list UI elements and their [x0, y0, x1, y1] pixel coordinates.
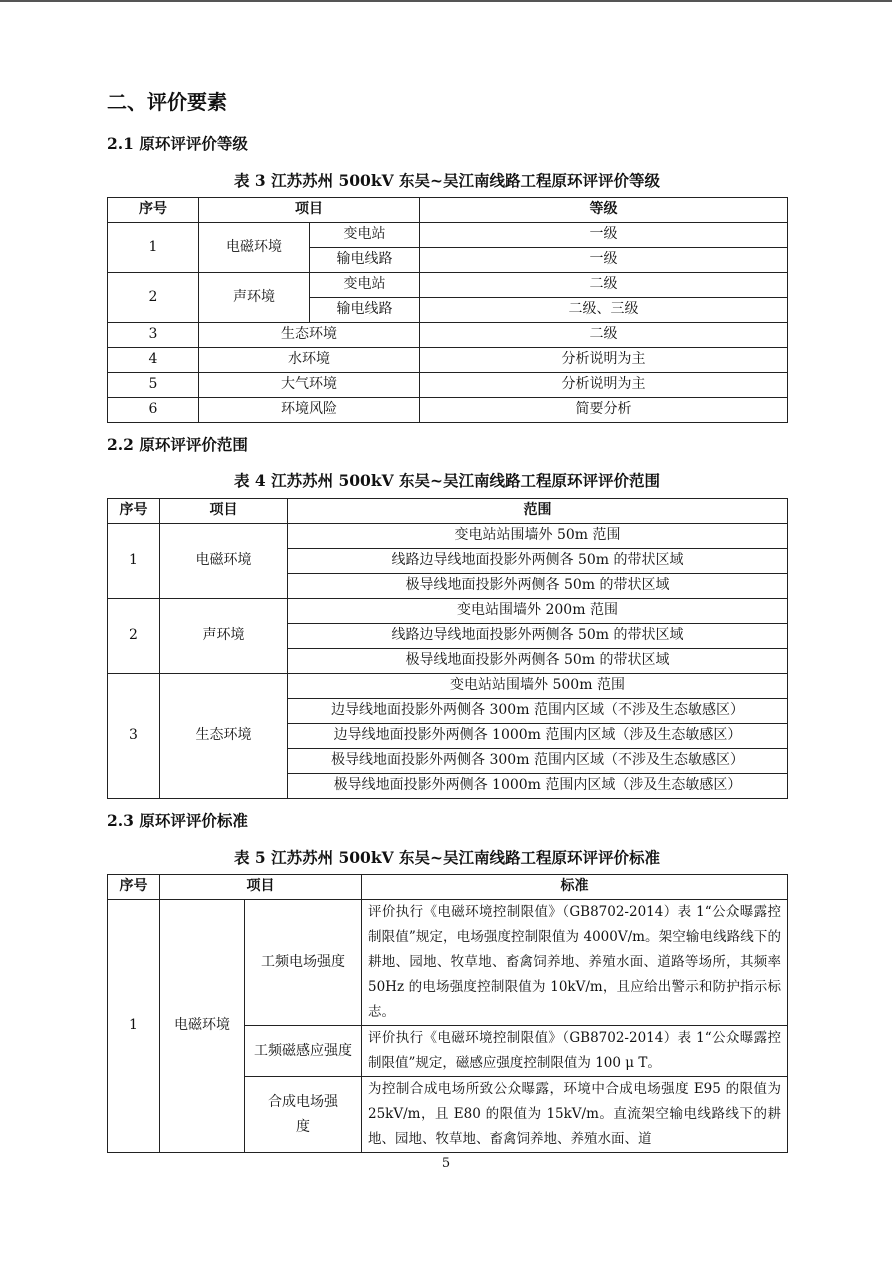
cell-grade: 一级	[420, 223, 788, 248]
table-header-row	[108, 198, 788, 223]
header-cell: 项目	[160, 499, 288, 524]
header-cell: 项目	[160, 875, 362, 900]
cell-range: 边导线地面投影外两侧各 1000m 范围内区域（涉及生态敏感区）	[288, 724, 788, 749]
cell-range: 极导线地面投影外两侧各 50m 的带状区域	[288, 574, 788, 599]
cell-grade: 简要分析	[420, 398, 788, 423]
table-5-caption: 表 5 江苏苏州 500kV 东吴~吴江南线路工程原环评评价标准	[234, 848, 660, 867]
cell-sub: 变电站	[310, 273, 420, 298]
cell-grade: 分析说明为主	[420, 373, 788, 398]
cell-sub: 工频电场强度	[245, 900, 362, 1026]
header-cell: 项目	[199, 198, 420, 223]
cell-range: 线路边导线地面投影外两侧各 50m 的带状区域	[288, 549, 788, 574]
cell-item: 电磁环境	[199, 223, 310, 273]
cell-item: 电磁环境	[160, 524, 288, 599]
table-4-caption: 表 4 江苏苏州 500kV 东吴~吴江南线路工程原环评评价范围	[234, 471, 660, 490]
page-top-rule	[0, 0, 892, 2]
cell-sub: 工频磁感应强度	[245, 1026, 362, 1077]
cell-sub: 变电站	[310, 223, 420, 248]
cell-no: 2	[108, 599, 160, 674]
cell-item: 声环境	[199, 273, 310, 323]
table-row	[108, 900, 788, 1026]
cell-range: 线路边导线地面投影外两侧各 50m 的带状区域	[288, 624, 788, 649]
cell-range: 极导线地面投影外两侧各 300m 范围内区域（不涉及生态敏感区）	[288, 749, 788, 774]
table-row	[108, 323, 788, 348]
cell-grade: 分析说明为主	[420, 348, 788, 373]
header-cell: 序号	[108, 499, 160, 524]
table-row	[108, 348, 788, 373]
table-4	[107, 498, 788, 799]
cell-grade: 二级、三级	[420, 298, 788, 323]
cell-item: 环境风险	[199, 398, 420, 423]
header-cell: 标准	[362, 875, 788, 900]
cell-range: 极导线地面投影外两侧各 1000m 范围内区域（涉及生态敏感区）	[288, 774, 788, 799]
cell-range: 变电站站围墙外 50m 范围	[288, 524, 788, 549]
table-3-caption: 表 3 江苏苏州 500kV 东吴~吴江南线路工程原环评评价等级	[234, 171, 660, 190]
table-header-row	[108, 499, 788, 524]
table-row	[108, 398, 788, 423]
table-row	[108, 524, 788, 549]
cell-no: 6	[108, 398, 199, 423]
cell-grade: 一级	[420, 248, 788, 273]
heading-2-3: 2.3 原环评评价标准	[107, 811, 248, 830]
cell-no: 5	[108, 373, 199, 398]
heading-2-2: 2.2 原环评评价范围	[107, 435, 248, 454]
cell-sub: 输电线路	[310, 248, 420, 273]
cell-range: 极导线地面投影外两侧各 50m 的带状区域	[288, 649, 788, 674]
cell-grade: 二级	[420, 273, 788, 298]
cell-standard: 评价执行《电磁环境控制限值》（GB8702-2014）表 1“公众曝露控制限值”规定，磁感应强度控制限值为 100 μ T。	[362, 1026, 788, 1077]
cell-no: 1	[108, 900, 160, 1153]
cell-item: 大气环境	[199, 373, 420, 398]
cell-item: 水环境	[199, 348, 420, 373]
cell-no: 3	[108, 323, 199, 348]
table-5	[107, 874, 788, 1153]
cell-grade: 二级	[420, 323, 788, 348]
cell-sub: 合成电场强度	[245, 1077, 362, 1153]
heading-2-1: 2.1 原环评评价等级	[107, 134, 248, 153]
cell-range: 变电站站围墙外 500m 范围	[288, 674, 788, 699]
cell-no: 3	[108, 674, 160, 799]
header-cell: 序号	[108, 198, 199, 223]
table-row	[108, 674, 788, 699]
cell-sub: 输电线路	[310, 298, 420, 323]
table-row	[108, 273, 788, 298]
cell-range: 变电站围墙外 200m 范围	[288, 599, 788, 624]
table-header-row	[108, 875, 788, 900]
header-cell: 等级	[420, 198, 788, 223]
section-title: 二、评价要素	[107, 90, 227, 114]
cell-item: 声环境	[160, 599, 288, 674]
table-row	[108, 599, 788, 624]
table-3	[107, 197, 788, 423]
cell-item: 电磁环境	[160, 900, 245, 1153]
cell-no: 4	[108, 348, 199, 373]
cell-item: 生态环境	[160, 674, 288, 799]
cell-range: 边导线地面投影外两侧各 300m 范围内区域（不涉及生态敏感区）	[288, 699, 788, 724]
cell-no: 1	[108, 223, 199, 273]
header-cell: 范围	[288, 499, 788, 524]
cell-standard: 为控制合成电场所致公众曝露，环境中合成电场强度 E95 的限值为 25kV/m，且 E80 的限值为 15kV/m。直流架空输电线路线下的耕地、园地、牧草地、畜禽饲养地、养殖水面、道	[362, 1077, 788, 1153]
table-row	[108, 223, 788, 248]
cell-no: 2	[108, 273, 199, 323]
header-cell: 序号	[108, 875, 160, 900]
table-row	[108, 373, 788, 398]
cell-item: 生态环境	[199, 323, 420, 348]
cell-standard: 评价执行《电磁环境控制限值》（GB8702-2014）表 1“公众曝露控制限值”规定，电场强度控制限值为 4000V/m。架空输电线路线下的耕地、园地、牧草地、畜禽饲养地、养殖水面、道路等场所，其频率 50Hz 的电场强度控制限值为 10kV/m，且应给出警示和防护指示标志。	[362, 900, 788, 1026]
cell-no: 1	[108, 524, 160, 599]
page-number: 5	[441, 1156, 451, 1171]
